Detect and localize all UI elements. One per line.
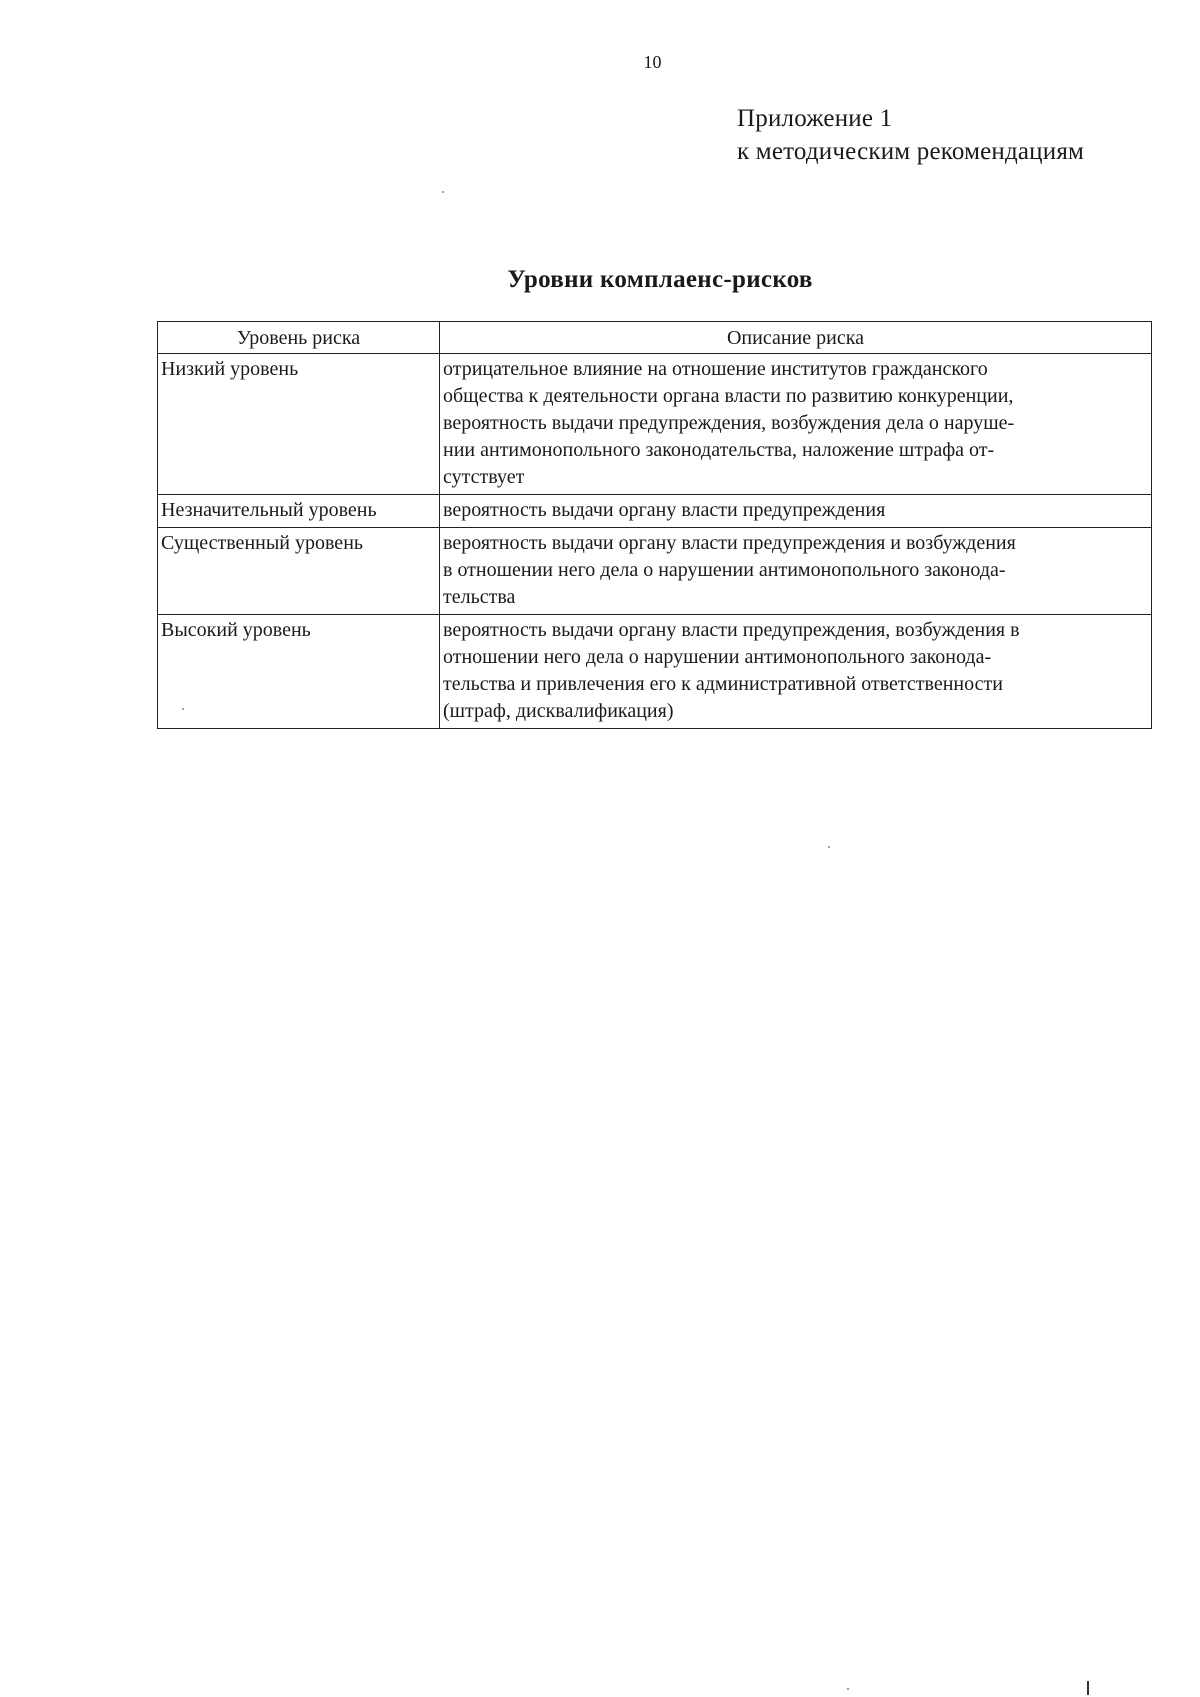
risk-description-cell [440, 615, 1152, 729]
risk-level-cell: Высокий уровень [158, 615, 440, 729]
header-risk-level: Уровень риска [158, 322, 440, 354]
description-line: вероятность выдачи органу власти предупреждения, возбуждения в [443, 619, 1020, 641]
description-line: сутствует [443, 466, 525, 488]
page-number: 10 [643, 52, 662, 72]
risk-description-cell [440, 528, 1152, 615]
risk-level-cell: Низкий уровень [158, 354, 440, 495]
scan-speck [847, 1688, 849, 1690]
description-line: вероятность выдачи органу власти предупреждения [443, 499, 886, 521]
scan-speck [182, 708, 184, 710]
description-line: в отношении него дела о нарушении антимонопольного законода- [443, 559, 1006, 581]
description-line: вероятность выдачи предупреждения, возбуждения дела о наруше- [443, 412, 1015, 434]
description-line: тельства [443, 586, 516, 608]
scan-speck [442, 191, 444, 193]
description-line: общества к деятельности органа власти по развитию конкуренции, [443, 385, 1014, 407]
header-risk-description: Описание риска [440, 322, 1152, 354]
appendix-line-1: Приложение 1 [737, 105, 893, 132]
table-row [158, 528, 1152, 615]
risk-description-cell [440, 495, 1152, 528]
table-header-row [158, 322, 1152, 354]
description-line: нии антимонопольного законодательства, наложение штрафа от- [443, 439, 995, 461]
description-line: тельства и привлечения его к административной ответственности [443, 673, 1003, 695]
risk-levels-table [157, 321, 1152, 729]
appendix-line-2: к методическим рекомендациям [737, 138, 1085, 165]
risk-description-cell [440, 354, 1152, 495]
scan-edge-mark [1087, 1681, 1089, 1695]
table-row [158, 495, 1152, 528]
table-row [158, 615, 1152, 729]
table-row [158, 354, 1152, 495]
document-title: Уровни комплаенс-рисков [507, 266, 813, 293]
description-line: отношении него дела о нарушении антимонопольного законода- [443, 646, 992, 668]
risk-level-cell: Незначительный уровень [158, 495, 440, 528]
description-line: (штраф, дисквалификация) [443, 700, 674, 722]
description-line: вероятность выдачи органу власти предупреждения и возбуждения [443, 532, 1016, 554]
appendix-note [737, 102, 1084, 168]
scan-speck [828, 846, 830, 848]
description-line: отрицательное влияние на отношение институтов гражданского [443, 358, 988, 380]
risk-level-cell: Существенный уровень [158, 528, 440, 615]
